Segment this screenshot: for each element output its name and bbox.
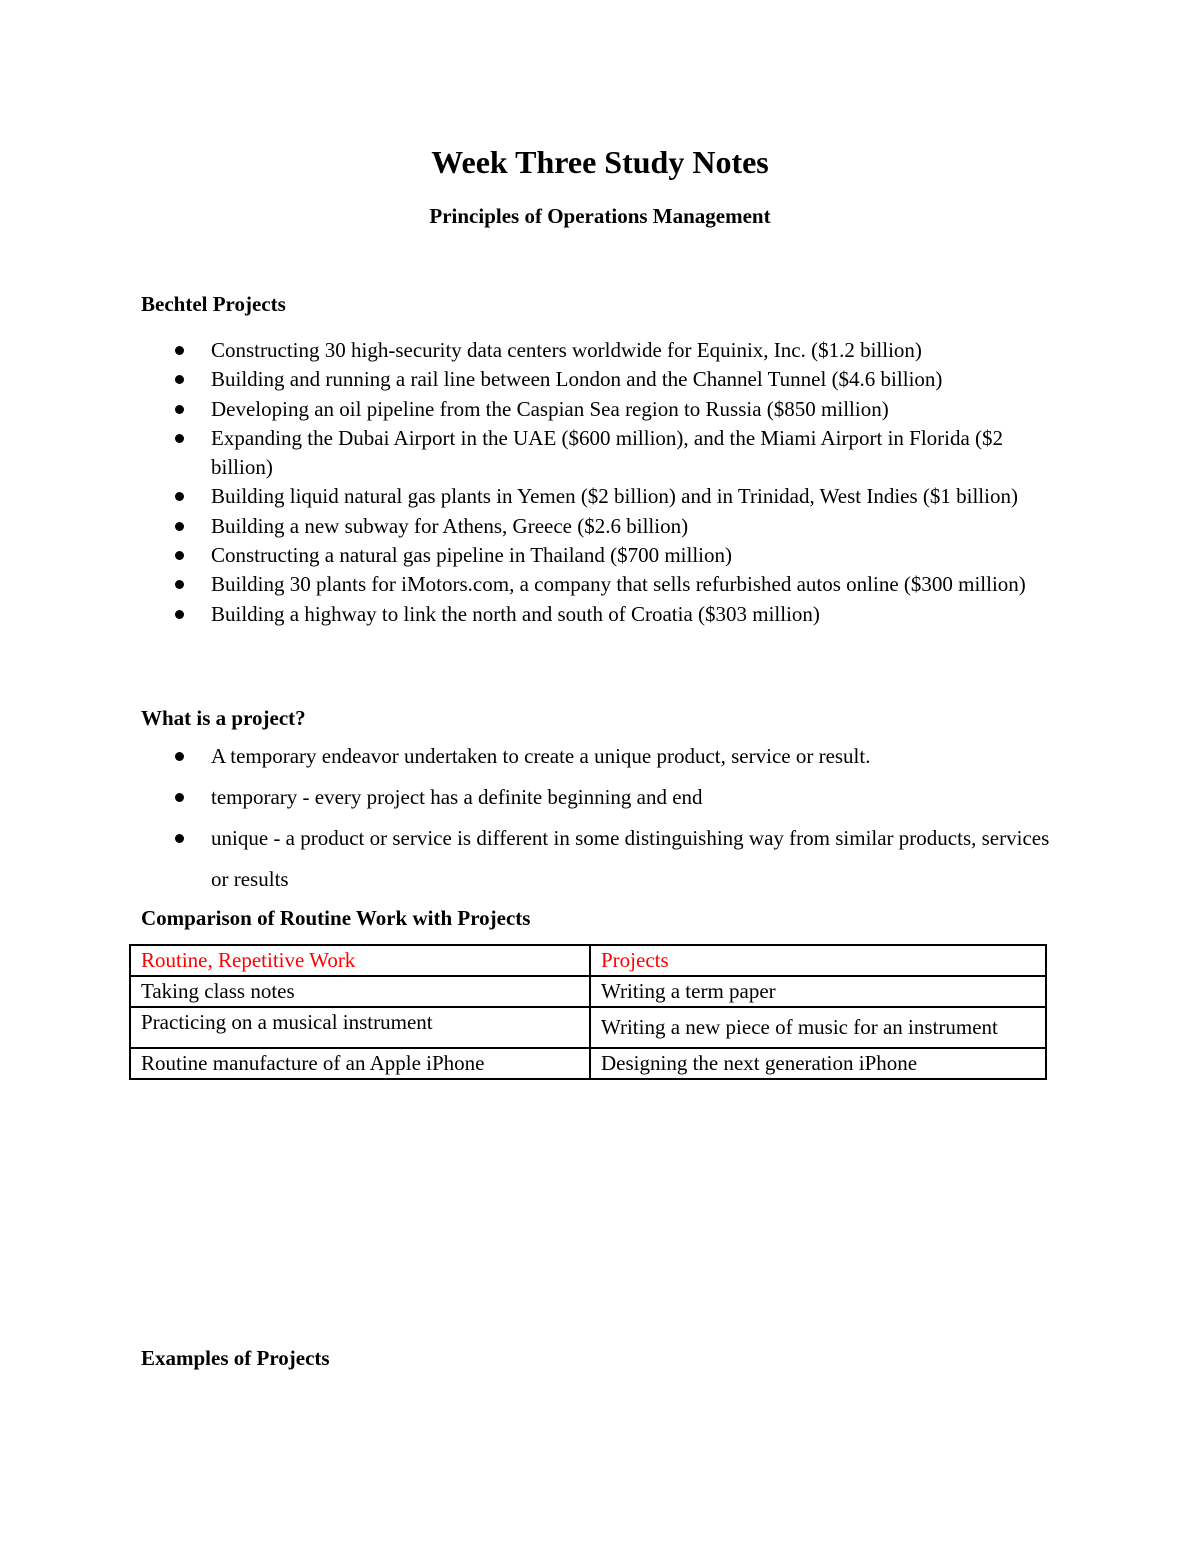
list-item-text: Building and running a rail line between London and the Channel Tunnel ($4.6 billion) [211, 367, 943, 392]
table-header-cell: Projects [590, 945, 1046, 976]
list-item-text: Constructing 30 high-security data centers worldwide for Equinix, Inc. ($1.2 billion) [211, 338, 922, 362]
list-item-text: Constructing a natural gas pipeline in Thailand ($700 million) [211, 543, 733, 568]
list-item-text: Building a highway to link the north and south of Croatia ($303 million) [211, 601, 820, 626]
list-item [141, 482, 1061, 511]
project-definition-heading: What is a project? [141, 706, 306, 730]
list-item [141, 424, 1061, 483]
bullet-icon [175, 580, 184, 589]
list-item-text: Developing an oil pipeline from the Caspian Sea region to Russia ($850 million) [211, 396, 889, 421]
list-item [141, 541, 1061, 570]
document-subtitle: Principles of Operations Management [429, 204, 771, 228]
list-item-text: A temporary endeavor undertaken to create a unique product, service or result. [211, 744, 871, 768]
list-item-text: Building 30 plants for iMotors.com, a company that sells refurbished autos online ($300 million) [211, 572, 1026, 597]
list-item [141, 395, 1061, 424]
table-row [130, 1048, 1046, 1079]
bullet-icon [175, 551, 184, 560]
comparison-heading: Comparison of Routine Work with Projects [141, 906, 531, 930]
bullet-icon [175, 752, 184, 761]
list-item [141, 777, 1061, 818]
bullet-icon [175, 434, 184, 443]
list-item [141, 512, 1061, 541]
table-cell: Designing the next generation iPhone [590, 1048, 1046, 1079]
table-cell: Practicing on a musical instrument [130, 1007, 590, 1048]
bullet-icon [175, 610, 184, 619]
list-item [141, 365, 1061, 394]
table-row [130, 976, 1046, 1007]
bechtel-project-list [141, 336, 1061, 629]
comparison-table [129, 944, 1047, 1080]
table-row [130, 1007, 1046, 1048]
document-title: Week Three Study Notes [431, 144, 769, 180]
bullet-icon [175, 405, 184, 414]
bechtel-heading: Bechtel Projects [141, 292, 286, 316]
bullet-icon [175, 375, 184, 384]
list-item [141, 600, 1061, 629]
examples-heading: Examples of Projects [141, 1346, 330, 1370]
list-item-text: unique - a product or service is different in some distinguishing way from similar products, services or results [211, 826, 1050, 891]
list-item [141, 818, 1061, 900]
table-cell: Writing a new piece of music for an instrument [590, 1007, 1046, 1048]
table-cell: Taking class notes [130, 976, 590, 1007]
list-item-text: temporary - every project has a definite beginning and end [211, 785, 703, 809]
bullet-icon [175, 522, 184, 531]
table-cell: Routine manufacture of an Apple iPhone [130, 1048, 590, 1079]
project-definition-list [141, 736, 1061, 900]
table-header-cell: Routine, Repetitive Work [130, 945, 590, 976]
bullet-icon [175, 492, 184, 501]
list-item-text: Building a new subway for Athens, Greece ($2.6 billion) [211, 513, 689, 538]
list-item-text: Building liquid natural gas plants in Yemen ($2 billion) and in Trinidad, West Indies ($1 billion) [211, 484, 1018, 509]
bullet-icon [175, 834, 184, 843]
table-header-row [130, 945, 1046, 976]
table-cell: Writing a term paper [590, 976, 1046, 1007]
list-item [141, 336, 1061, 365]
list-item [141, 736, 1061, 777]
bullet-icon [175, 793, 184, 802]
bullet-icon [175, 346, 184, 355]
list-item [141, 570, 1061, 599]
list-item-text: Expanding the Dubai Airport in the UAE ($600 million), and the Miami Airport in Florida ($2 billion) [211, 425, 1004, 480]
